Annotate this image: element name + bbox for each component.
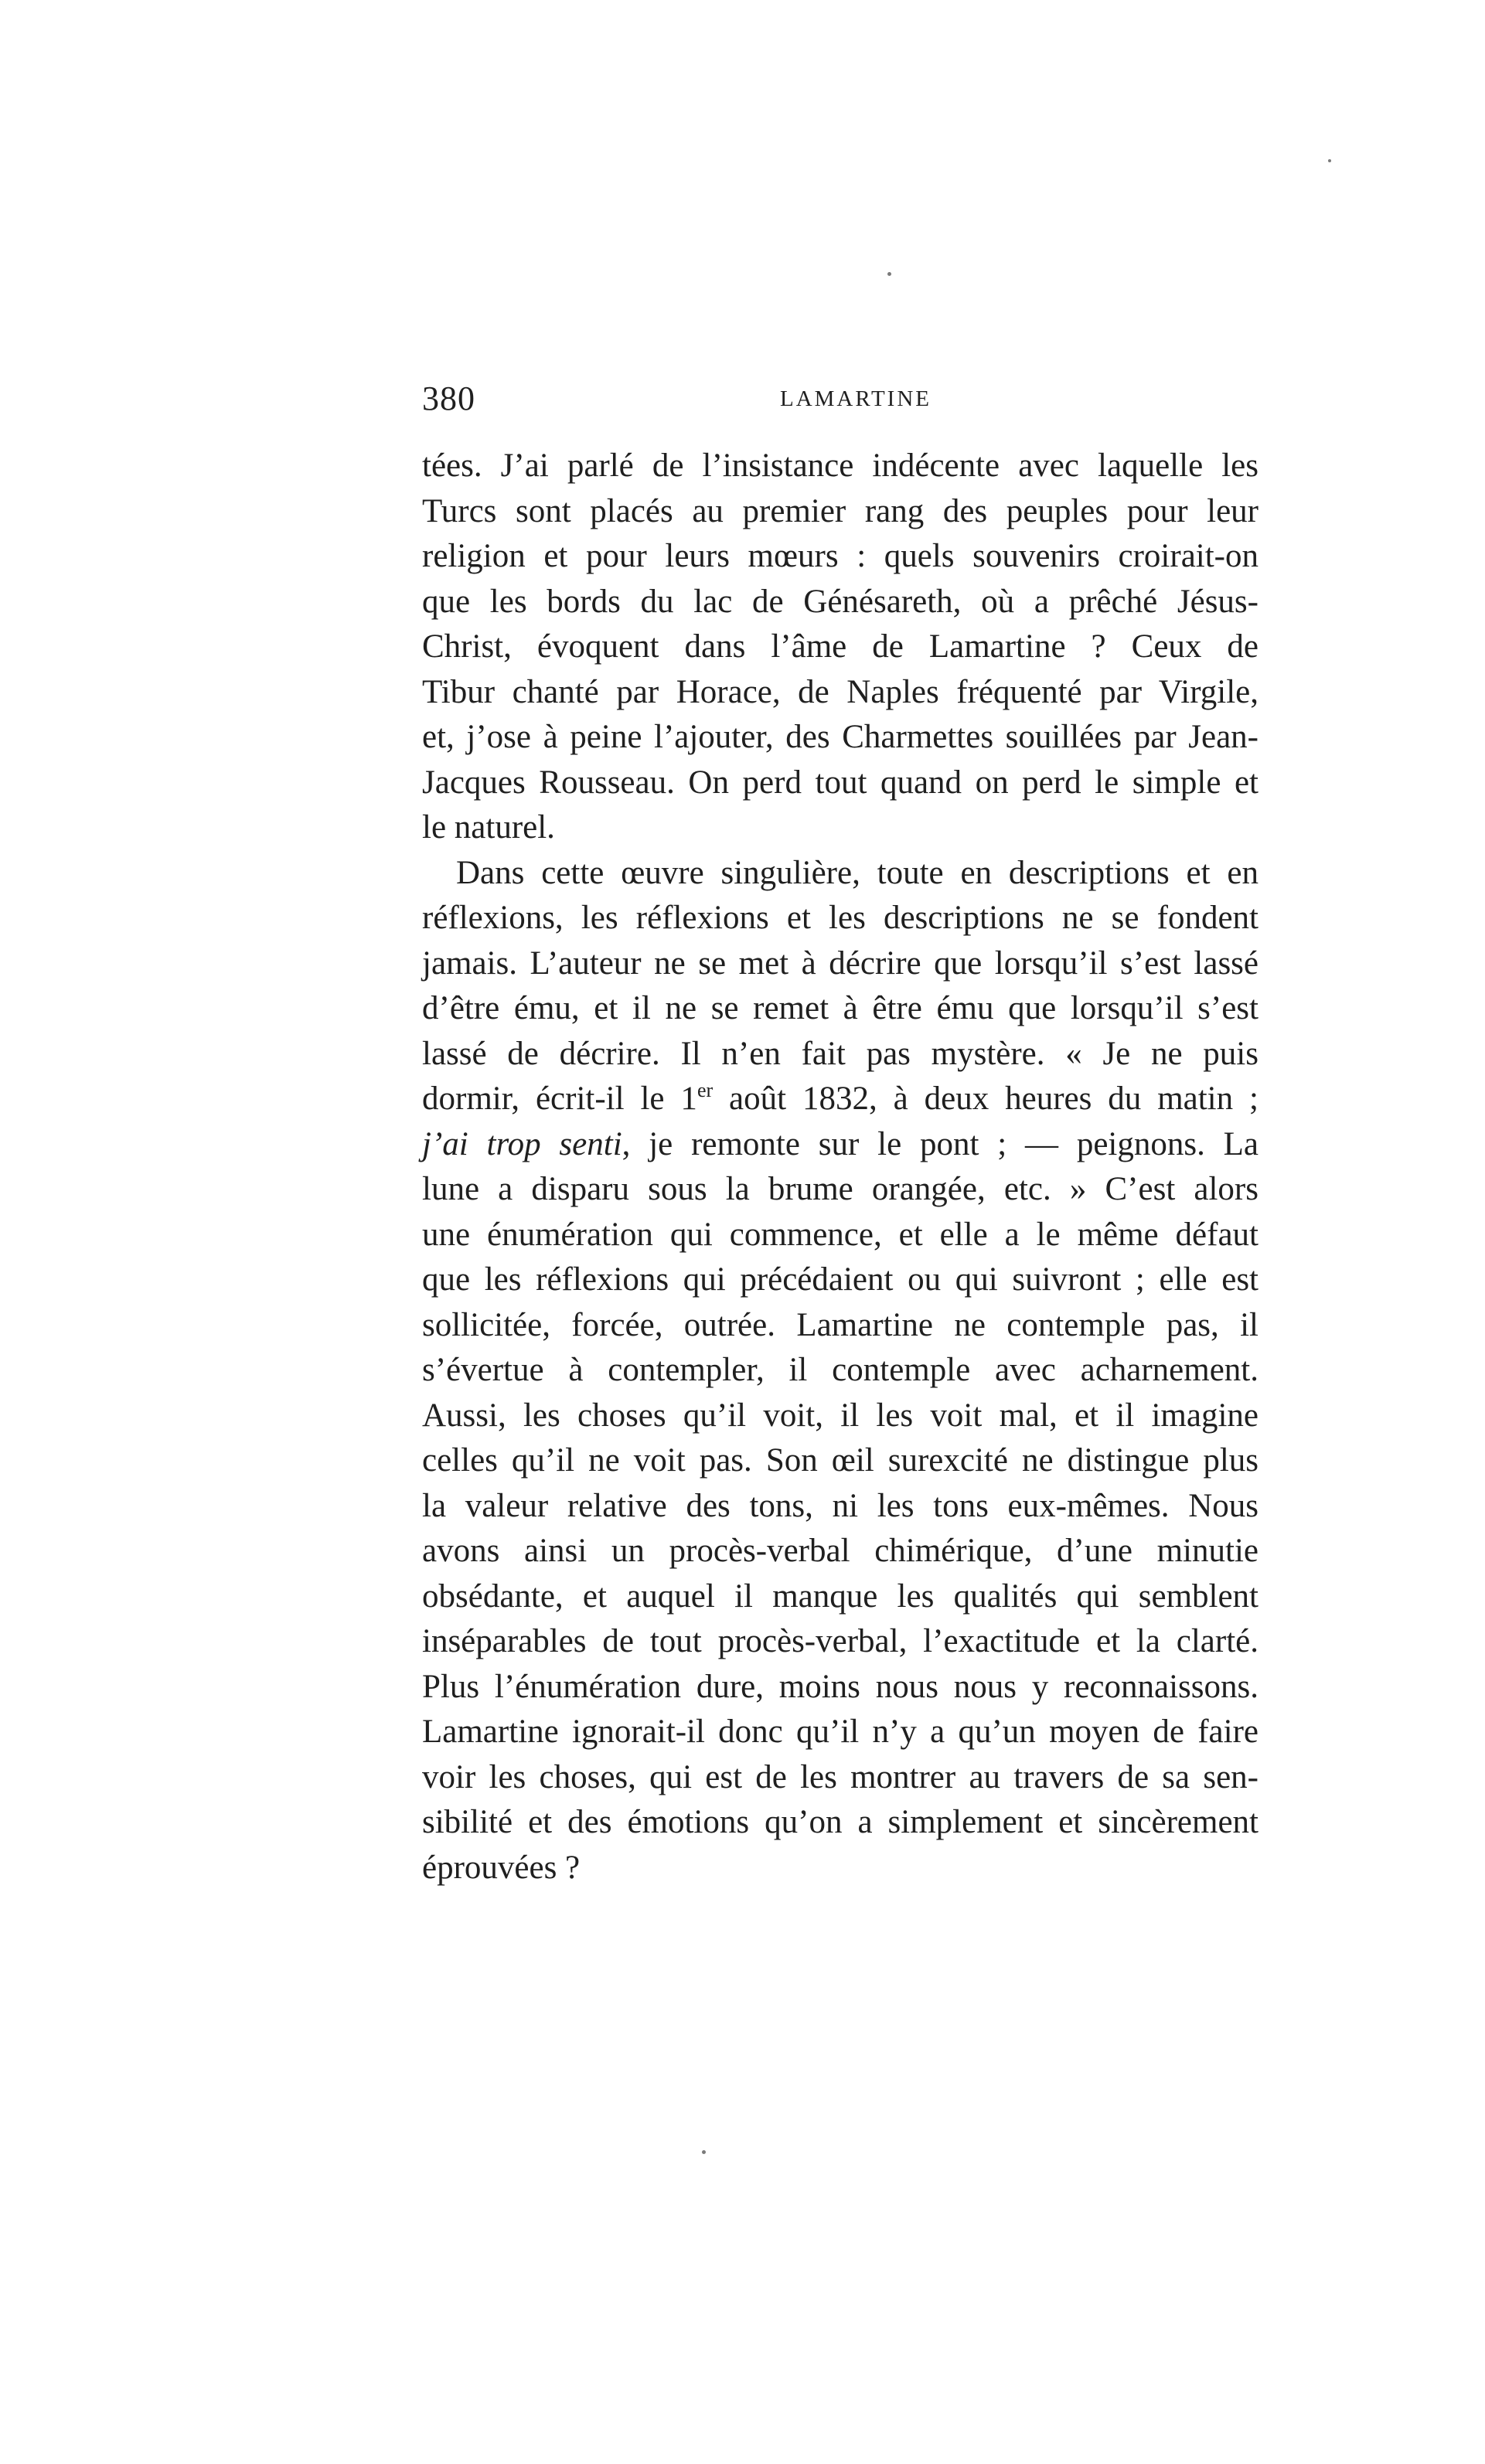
text-line: que les bords du lac de Génésareth, où a prêché Jésus-	[422, 583, 1259, 620]
text-line: Tibur chanté par Horace, de Naples fréquenté par Virgile,	[422, 673, 1259, 710]
text-line: lassé de décrire. Il n’en fait pas mystère. « Je ne puis	[422, 1035, 1259, 1072]
paragraph-2	[422, 851, 1259, 1891]
text-line: obsédante, et auquel il manque les qualités qui semblent	[422, 1577, 1259, 1615]
running-head	[422, 379, 1259, 433]
text-line: Plus l’énumération dure, moins nous nous y reconnaissons.	[422, 1668, 1259, 1705]
paper-speck	[1328, 159, 1331, 162]
text-line: Dans cette œuvre singulière, toute en descriptions et en	[456, 854, 1259, 891]
text-line: le naturel.	[422, 809, 555, 846]
text-line: et, j’ose à peine l’ajouter, des Charmettes souillées par Jean-	[422, 719, 1259, 755]
text-line: sibilité et des émotions qu’on a simplement et sincèrement	[422, 1804, 1259, 1840]
paper-speck	[887, 272, 891, 276]
text-line: la valeur relative des tons, ni les tons eux-mêmes. Nous	[422, 1487, 1259, 1524]
text-line: voir les choses, qui est de les montrer au travers de sa sen-	[422, 1758, 1259, 1795]
text-line: avons ainsi un procès-verbal chimérique, d’une minutie	[422, 1533, 1259, 1569]
ordinal-superscript: er	[697, 1079, 714, 1101]
text-line: s’évertue à contempler, il contemple avec acharnement.	[422, 1352, 1259, 1388]
line-text-rest: , je remonte sur le pont ; — peignons. La	[622, 1125, 1259, 1162]
text-line: éprouvées ?	[422, 1849, 581, 1886]
line-text-before-superscript: dormir, écrit-il le 1	[422, 1081, 697, 1117]
text-line: une énumération qui commence, et elle a le même défaut	[422, 1216, 1259, 1253]
text-line: Jacques Rousseau. On perd tout quand on perd le simple et	[422, 764, 1259, 801]
body-text	[422, 444, 1259, 1891]
text-line: lune a disparu sous la brume orangée, etc. » C’est alors	[422, 1171, 1259, 1207]
text-line: d’être ému, et il ne se remet à être ému que lorsqu’il s’est	[422, 990, 1259, 1026]
text-line: que les réflexions qui précédaient ou qui suivront ; elle est	[422, 1261, 1259, 1298]
text-line: jamais. L’auteur ne se met à décrire que lorsqu’il s’est lassé	[422, 944, 1259, 982]
text-line: religion et pour leurs mœurs : quels souvenirs croirait-on	[422, 538, 1259, 574]
text-line: sollicitée, forcée, outrée. Lamartine ne contemple pas, il	[422, 1306, 1259, 1343]
text-line: Christ, évoquent dans l’âme de Lamartine ? Ceux de	[422, 628, 1259, 665]
text-line: Lamartine ignorait-il donc qu’il n’y a qu’un moyen de faire	[422, 1714, 1259, 1750]
running-title: LAMARTINE	[779, 386, 932, 411]
text-line: réflexions, les réflexions et les descriptions ne se fondent	[422, 900, 1259, 936]
line-text-after-superscript: août 1832, à deux heures du matin ;	[713, 1081, 1259, 1117]
text-line: inséparables de tout procès-verbal, l’exactitude et la clarté.	[422, 1623, 1259, 1659]
page-number: 380	[422, 379, 475, 417]
text-line: tées. J’ai parlé de l’insistance indécente avec laquelle les	[422, 448, 1259, 484]
text-line-with-superscript	[422, 1077, 1259, 1122]
text-line: celles qu’il ne voit pas. Son œil surexcité ne distingue plus	[422, 1442, 1259, 1479]
paper-speck	[702, 2150, 706, 2154]
text-line: Aussi, les choses qu’il voit, il les voit mal, et il imagine	[422, 1397, 1259, 1434]
italic-quote: j’ai trop senti	[422, 1125, 622, 1162]
text-line-with-italic	[422, 1122, 1259, 1168]
paragraph-1	[422, 444, 1259, 851]
text-line: Turcs sont placés au premier rang des peuples pour leur	[422, 492, 1259, 529]
